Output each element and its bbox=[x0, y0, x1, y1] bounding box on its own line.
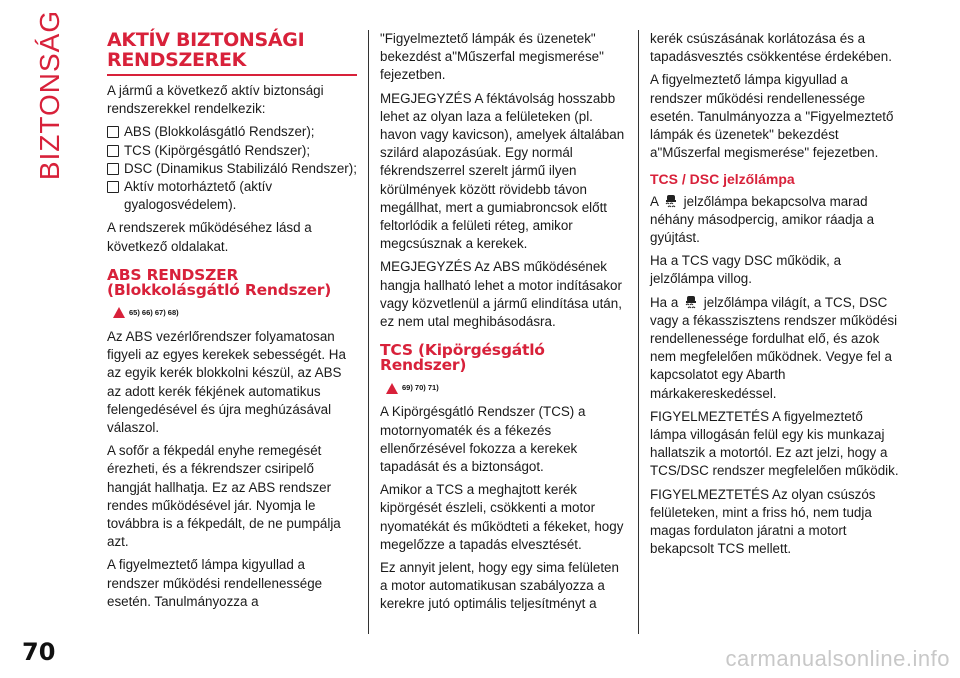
section-side-tab-label: BIZTONSÁG bbox=[34, 9, 66, 181]
paragraph bbox=[650, 294, 900, 403]
tcs-heading: TCS (Kipörgésgátló Rendszer) bbox=[380, 341, 545, 375]
list-item bbox=[107, 178, 357, 214]
paragraph-text: A bbox=[650, 193, 659, 209]
warning-reference bbox=[113, 304, 357, 322]
paragraph: Ha a TCS vagy DSC működik, a jelzőlámpa villog. bbox=[650, 253, 842, 287]
paragraph: Az ABS vezérlőrendszer folyamatosan figyeli az egyes kerekek sebességét. Ha az egyik kerék blokkolni készül, az ABS az adott kerék fékjének automatikus felengedésével és újra meghúzásával válaszol. bbox=[107, 329, 346, 436]
list-item bbox=[107, 142, 357, 160]
checkbox-bullet-icon bbox=[107, 181, 119, 193]
checkbox-bullet-icon bbox=[107, 145, 119, 157]
abs-heading: ABS RENDSZER (Blokkolásgátló Rendszer) bbox=[107, 265, 332, 299]
tcs-dsc-lamp-heading: TCS / DSC jelzőlámpa bbox=[650, 171, 795, 188]
column-2 bbox=[380, 30, 628, 619]
column-divider bbox=[368, 30, 369, 634]
paragraph: FIGYELMEZTETÉS Az olyan csúszós felületeken, mint a friss hó, nem tudja magas fordulaton járatni a motort bekapcsolt TCS mellett. bbox=[650, 486, 876, 557]
skid-lamp-icon bbox=[664, 194, 678, 208]
paragraph: Amikor a TCS a meghajtott kerék kipörgését észleli, csökkenti a motor nyomatékát és működteti a fékeket, hogy megelőzze a tapadás elvesztését. bbox=[380, 482, 624, 552]
paragraph: A sofőr a fékpedál enyhe remegését érezheti, és a fékrendszer csiripelő hangját hallhatja. Ez az ABS rendszer rendes működésével jár. Nyomja le továbbra is a fékpedált, de ne pumpálja azt. bbox=[107, 443, 341, 550]
paragraph: A figyelmeztető lámpa kigyullad a rendszer működési rendellenessége esetén. Tanulmányozza a bbox=[107, 557, 323, 609]
warning-reference bbox=[386, 379, 628, 397]
column-1 bbox=[107, 30, 357, 616]
list-item bbox=[107, 160, 357, 178]
column-3 bbox=[650, 30, 900, 563]
column-divider bbox=[638, 30, 639, 634]
paragraph: A rendszerek működéséhez lásd a következő oldalakat. bbox=[107, 220, 312, 254]
list-item-text: TCS (Kipörgésgátló Rendszer); bbox=[124, 142, 311, 158]
checkbox-bullet-icon bbox=[107, 163, 119, 175]
list-item-text: DSC (Dinamikus Stabilizáló Rendszer); bbox=[124, 160, 357, 176]
paragraph-text: jelzőlámpa bekapcsolva marad néhány másodpercig, amikor ráadja a gyújtást. bbox=[650, 193, 875, 246]
paragraph bbox=[650, 193, 900, 248]
warning-refs: 69) 70) 71) bbox=[402, 383, 439, 393]
intro-paragraph: A jármű a következő aktív biztonsági rendszerekkel rendelkezik: bbox=[107, 83, 324, 117]
warning-triangle-icon bbox=[386, 383, 398, 394]
page-number: 70 bbox=[22, 638, 56, 666]
skid-lamp-icon bbox=[684, 295, 698, 309]
paragraph: Ez annyit jelent, hogy egy sima felületen a motor automatikusan szabályozza a kerekre jutó optimális teljesítményt a bbox=[380, 560, 619, 612]
paragraph: "Figyelmeztető lámpák és üzenetek" bekezdést a"Műszerfal megismerése" fejezetben. bbox=[380, 31, 604, 83]
paragraph: A figyelmeztető lámpa kigyullad a rendszer működési rendellenessége esetén. Tanulmányozza a "Figyelmeztető lámpák és üzenetek" bekezdést a"Műszerfal megismerése" fejezetben. bbox=[650, 72, 894, 161]
paragraph: FIGYELMEZTETÉS A figyelmeztető lámpa villogásán felül egy kis munkazaj hallatszik a motortól. Ez azt jelzi, hogy a TCS/DSC rendszer megfelelően működik. bbox=[650, 408, 899, 479]
page-title: AKTÍV BIZTONSÁGI RENDSZEREK bbox=[107, 30, 357, 76]
paragraph: MEGJEGYZÉS Az ABS működésének hangja hallható lehet a motor indításakor vagy közvetlenül a jármű elindítása után, ez nem utal meghibásodásra. bbox=[380, 259, 622, 330]
list-item-text: ABS (Blokkolásgátló Rendszer); bbox=[124, 124, 315, 140]
paragraph-text: jelzőlámpa világít, a TCS, DSC vagy a fékasszisztens rendszer működési rendellenessége fordulhat elő, és azok nem megfelelően működnek. Vegye fel a kapcsolatot egy Abarth márkakereskedéssel. bbox=[650, 294, 898, 401]
paragraph-text: Ha a bbox=[650, 294, 679, 310]
list-item bbox=[107, 123, 357, 141]
paragraph: kerék csúszásának korlátozása és a tapadásvesztés csökkentése érdekében. bbox=[650, 31, 892, 65]
list-item-text: Aktív motorháztető (aktív gyalogosvédelem). bbox=[124, 179, 273, 213]
warning-refs: 65) 66) 67) 68) bbox=[129, 307, 179, 317]
checkbox-bullet-icon bbox=[107, 126, 119, 138]
section-side-tab bbox=[20, 9, 80, 181]
watermark: carmanualsonline.info bbox=[725, 646, 950, 671]
paragraph: MEGJEGYZÉS A féktávolság hosszabb lehet az olyan laza a felületeken (pl. havon vagy kavicson), amelyek általában szilárd alapozásúak. Egy normál fékrendszerrel szerelt jármű ilyen körülmények között rövidebb távon megállhat, mert a gumiabroncsok előtt feltorlódik a felületi réteg, amikor megcsúsznak a kerekek. bbox=[380, 90, 625, 252]
warning-triangle-icon bbox=[113, 307, 125, 318]
paragraph: A Kipörgésgátló Rendszer (TCS) a motornyomaték és a fékezés ellenőrzésével fokozza a kerekek tapadását és a biztonságot. bbox=[380, 404, 586, 475]
